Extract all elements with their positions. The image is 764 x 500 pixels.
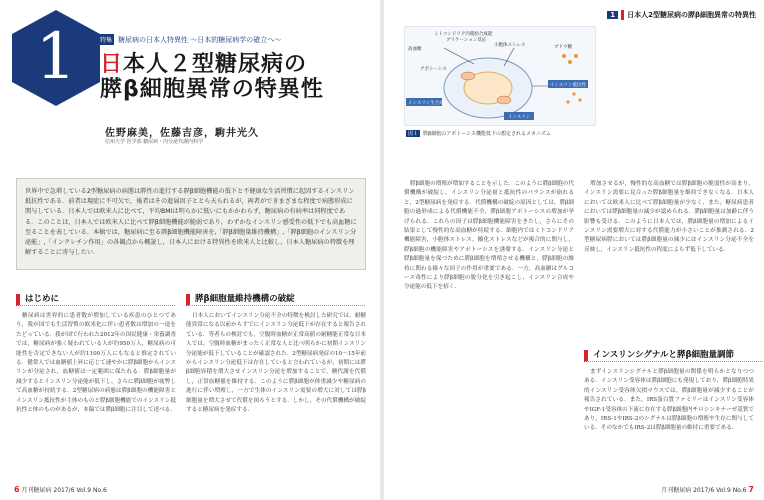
figure-caption-label: 図１ xyxy=(408,131,419,137)
right-page xyxy=(384,0,764,500)
figure-caption xyxy=(406,130,551,137)
affiliation: 信州大学 医学部 糖尿病・内分泌代謝内科学 xyxy=(105,139,204,145)
column-right-1 xyxy=(404,180,574,476)
chapter-hexagon xyxy=(10,8,102,108)
section-heading-intro: はじめに xyxy=(16,294,175,306)
column-beta-cell xyxy=(186,312,366,480)
page-number-right: 7 xyxy=(748,485,754,494)
series-title: 糖尿病の日本人特異性 〜日本的糖尿病学の確立へ〜 xyxy=(118,35,282,44)
right-col2-paragraph: 増加させるが，慢性的な高血糖では膵β細胞の脆弱性が高まり，インスリン需要に見合った膵β細胞量を維持できなくなる．日本人においては欧米人に比べて膵β細胞量が少なく，また，糖尿病患者においては膵β細胞量の減少が認められる．膵β細胞量は加齢に伴う影響も受ける．このように日本人では，膵β細胞量の増加によるインスリン需要増大に対する代償能力が小さいことが推測される．2型糖尿病膵においては膵β細胞量の減少にはインスリン分泌不全を反映し，インスリン抵抗性の程度によらず低下している． xyxy=(584,181,754,253)
journal-right: 月刊糖尿病 2017/6 Vol.9 No.6 xyxy=(661,487,747,494)
title-first-char: 日 xyxy=(100,52,124,77)
journal-left: 月刊糖尿病 2017/6 Vol.9 No.6 xyxy=(21,487,107,494)
chapter-number: 1 xyxy=(35,20,77,94)
right-col1-paragraph: 膵β細胞の増殖が増加することを示した．このように膵β細胞の代償機構が破綻し，インスリン分泌量と抵抗性のバランスが崩れると，2型糖尿病を発症する．代償機構の破綻の原因としては，膵β細胞の過形成による代償機能不全，膵β細胞アポトーシスの増加が挙げられる．これらの因子は膵β細胞機能障害をきたし，さらにその結果として慢性的な高血糖が持続する．細胞内ではミトコンドリア機能障害，小胞体ストレス，酸化ストレスなどが複合的に関与し，膵β細胞の機能障害やアポトーシスを誘導する．インスリン分泌と膵β細胞量を保つために膵β細胞を増殖させる機構と，膵β細胞の維持に関わる様々な因子の作用が重要である．一方，高血糖はグルコース毒性により膵β細胞の脱分化を引き起こし，インスリン合成や分泌能の低下を招く． xyxy=(404,181,574,291)
column-intro xyxy=(16,312,176,480)
beta-cell-paragraph: 日本人においてインスリン分泌不全の特徴を検討した研究では，耐糖能異常になる以前からすでにインスリン分泌低下が存在すると報告されている．等者らの検討でも，空腹時血糖が正常高値の耐糖能正常な日本人では，空腹時血糖がまったく正常な人と比べ明らかに初期インスリン分泌能が低下していることが確認された．2型糖尿病発症の10〜15年前からインスリン分泌低下は存在していると言われているが，初期には膵β細胞容積を増大させインスリン分泌を増加することで，糖代謝を代償し，正常血糖値を維持する．このように膵β細胞が体重減少や糖尿病の進行に伴い増殖し，一方で生体のインスリン需要の増大に対しては膵β細胞量を増大させて代償を図ろうとする．しかし，その代償機構が破綻すると糖尿病を発症する． xyxy=(186,313,366,414)
right-col3-paragraph: まずインスリンシグナルと膵β細胞量の関係を明らかとなりつつある．インスリン受容体は膵β細胞にも発現しており，膵β細胞特異的インスリン受容体欠損マウスでは，膵β細胞量が減少することが報告されている．また，IRS蛋白質ファミリーはインスリン受容体やIGF-1受容体の下流に存在する膵β細胞内チロシンキナーゼ基質であり，IRS-1やIRS-2のシグナルは膵β細胞の増殖や生存に関与している．そのなかでもIRS-2は膵β細胞量の維持に重要である． xyxy=(584,369,754,432)
fig-label-er-stress: 小胞体ストレス xyxy=(494,43,526,48)
figure-caption-text: 膵β細胞のアポトーシス機能低下の想定されるメカニズム xyxy=(423,131,551,137)
section-heading-insulin-signal: インスリンシグナルと膵β細胞量調節 xyxy=(584,350,763,362)
series-tag: 特集 xyxy=(98,34,114,45)
series-row xyxy=(98,34,281,45)
fig-label-hyperglycemia: 高血糖 xyxy=(408,47,422,52)
left-page xyxy=(0,0,380,500)
footer-right xyxy=(661,485,754,494)
abstract-box xyxy=(16,178,366,270)
figure-mechanism xyxy=(404,26,596,126)
title-line2: 膵β細胞異常の特異性 xyxy=(100,77,324,102)
fig-label-insulin: インスリン xyxy=(508,115,531,120)
column-right-3 xyxy=(584,368,754,478)
fig-label-insulin-secretion: インスリン生合成 xyxy=(408,101,444,106)
fig-label-apoptosis: アポトーシス xyxy=(420,67,447,72)
running-header-bar xyxy=(621,10,624,20)
running-header-number: 1 xyxy=(607,11,618,19)
fig-label-grape: ブドウ糖 xyxy=(554,45,572,50)
intro-paragraph: 糖尿病は世界的に患者数が増加している疾患のひとつであり，我が国でも生活習慣の欧米化に伴い患者数は増加の一途をたどっている．我が国で行われた2012年の国民健康・栄養調査では，糖尿病が強く疑われている人が約950万人，糖尿病の可能性を否定できない人が約1100万人にもなると推定されている．健常人では血糖値上昇に応じて速やかに膵β細胞からインスリンが分泌され，血糖値は一定範囲に保たれる．膵β細胞量が減少するとインスリン分泌能が低下し，さらに膵β細胞が疲弊して高血糖が持続する．2型糖尿病の病態は膵β細胞の機能障害とインスリン抵抗性が主体のものと膵β細胞機能でのインスリン抵抗性と体のものがあるが，本稿では膵β細胞に注目して述べる． xyxy=(16,313,176,414)
authors: 佐野麻美，佐藤吉彦，駒井光久 xyxy=(105,128,259,139)
running-header-title: 日本人2型糖尿病の膵β細胞異常の特異性 xyxy=(627,11,756,19)
fig-label-insulin-resistance: インスリン抵抗性 xyxy=(550,83,586,88)
footer-left xyxy=(14,485,107,494)
fig-label-glycation: グリケーション反応 xyxy=(446,38,487,43)
column-right-2 xyxy=(584,180,754,342)
fig-label-mito: ミトコンドリア内脂肪合成能 xyxy=(434,32,493,37)
abstract-text: 世界中で急増している2型糖尿病の病態は膵性の進行する膵β細胞機能の低下と不健康な生活習慣に起因するインスリン抵抗性である．前者は現症に不可欠で，後者はその進展因子ととら天られるが，両者ができまざまな程度で病態形成に関与している．日本人では欧米人に比べて，平均BMIは明らかに低いにもかかわらず，糖尿病の有病率は同程度である．このことは，日本人では欧米人に比べて膵β細胞機能が脆弱であり，わずかなインスリン感受性の低下でも高血糖に至ることを表している．本稿では，糖尿病に至る膵β細胞機能障害を,「膵β細胞量維持機構」,「膵β細胞のインスリン分泌能」,「インクレチン作用」の各観点から概説し，日本人における特異性を欧米人と比較し，日本人糖尿病の特徴を理解することに寄与したい． xyxy=(25,188,357,257)
page-number-left: 6 xyxy=(14,485,20,494)
section-heading-beta-cell: 膵β細胞量維持機構の破綻 xyxy=(186,294,365,306)
article-title xyxy=(100,52,324,102)
title-line1: 本人２型糖尿病の xyxy=(123,52,308,77)
running-header xyxy=(607,10,756,20)
